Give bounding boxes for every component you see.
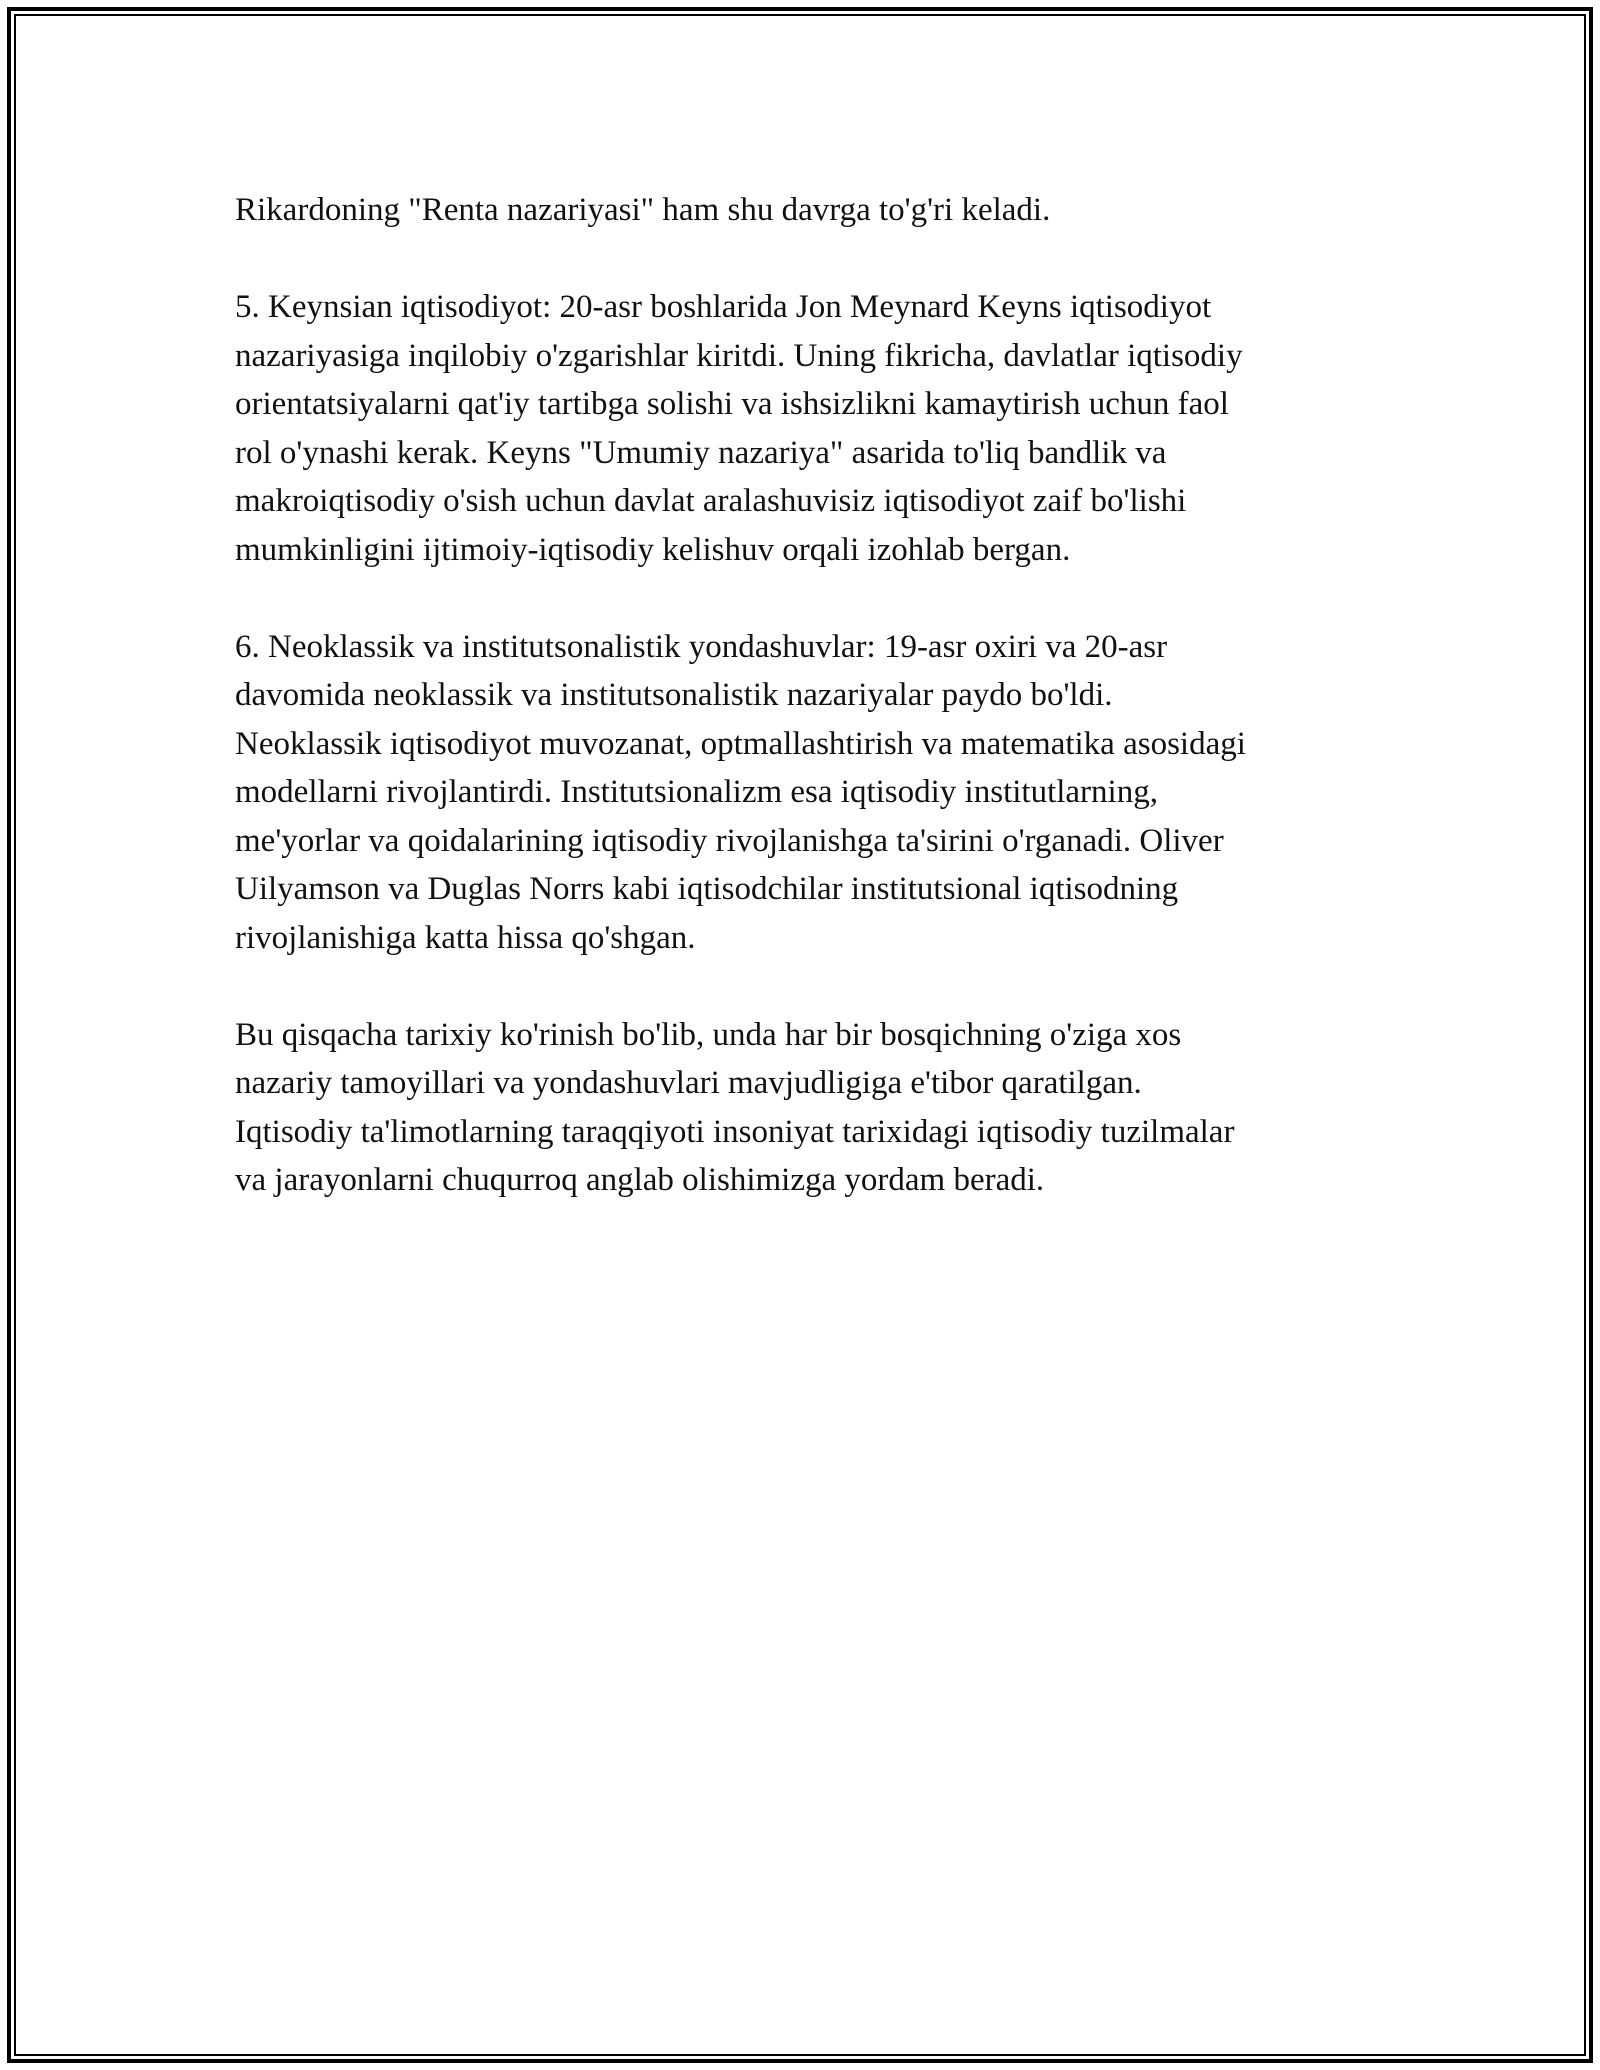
text-line: nazariyasiga inqilobiy o'zgarishlar kiritdi. Uning fikricha, davlatlar iqtisodiy [235,337,1243,374]
text-line: Neoklassik iqtisodiyot muvozanat, optmallashtirish va matematika asosidagi [235,725,1246,762]
text-line: Rikardoning "Renta nazariyasi" ham shu davrga to'g'ri keladi. [235,192,1051,228]
text-line: orientatsiyalarni qat'iy tartibga solishi va ishsizlikni kamaytirish uchun faol [235,386,1229,422]
text-line: va jarayonlarni chuqurroq anglab olishimizga yordam beradi. [235,1162,1045,1198]
text-line: mumkinligini ijtimoiy-iqtisodiy kelishuv orqali izohlab bergan. [235,531,1071,568]
paragraph-rikardo-renta [235,186,1365,235]
paragraph-neoclassical-institutional [235,623,1365,963]
text-line: rivojlanishiga katta hissa qo'shgan. [235,919,696,956]
text-line: Uilyamson va Duglas Norrs kabi iqtisodchilar institutsional iqtisodning [235,871,1179,907]
text-line: modellarni rivojlantirdi. Institutsionalizm esa iqtisodiy institutlarning, [235,774,1158,810]
paragraph-keynsian-economics [235,283,1365,574]
text-line: 6. Neoklassik va institutsonalistik yondashuvlar: 19-asr oxiri va 20-asr [235,628,1168,665]
text-line: nazariy tamoyillari va yondashuvlari mavjudligiga e'tibor qaratilgan. [235,1065,1142,1101]
text-line: Bu qisqacha tarixiy ko'rinish bo'lib, unda har bir bosqichning o'ziga xos [235,1016,1182,1053]
text-line: davomida neoklassik va institutsonalistik nazariyalar paydo bo'ldi. [235,677,1113,713]
text-line: makroiqtisodiy o'sish uchun davlat aralashuvisiz iqtisodiyot zaif bo'lishi [235,483,1187,519]
text-line: Iqtisodiy ta'limotlarning taraqqiyoti insoniyat tarixidagi iqtisodiy tuzilmalar [235,1113,1235,1150]
text-line: 5. Keynsian iqtisodiyot: 20-asr boshlarida Jon Meynard Keyns iqtisodiyot [235,289,1212,325]
document-body [235,186,1365,1253]
text-line: me'yorlar va qoidalarining iqtisodiy rivojlanishga ta'sirini o'rganadi. Oliver [235,822,1224,859]
paragraph-conclusion [235,1011,1365,1205]
text-line: rol o'ynashi kerak. Keyns "Umumiy nazariya" asarida to'liq bandlik va [235,434,1167,471]
